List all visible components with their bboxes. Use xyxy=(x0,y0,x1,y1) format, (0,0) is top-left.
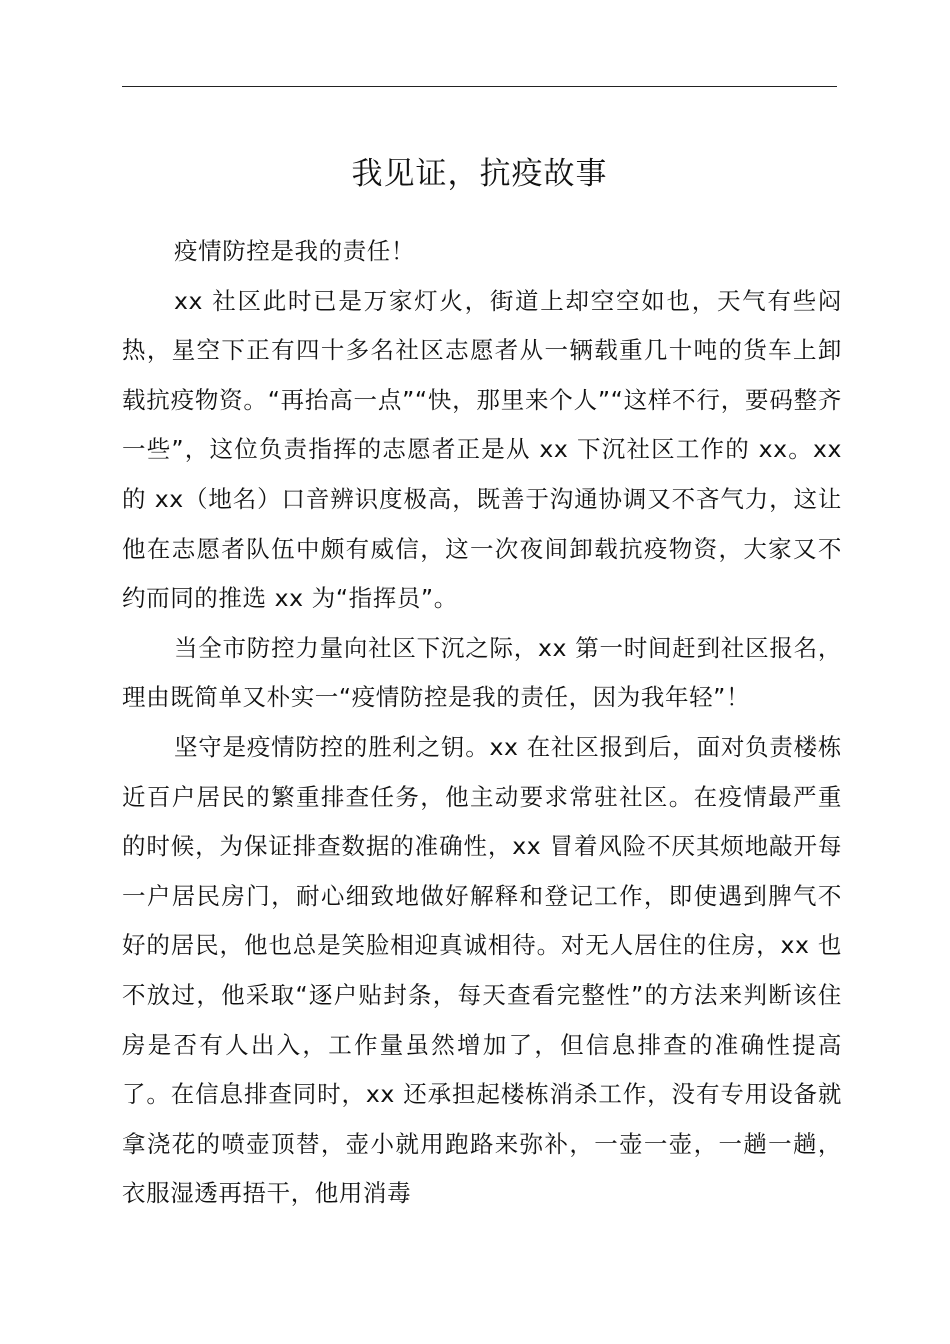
document-body xyxy=(122,227,842,1219)
paragraph-2: xx 社区此时已是万家灯火，街道上却空空如也，天气有些闷热，星空下正有四十多名社区志愿者从一辆载重几十吨的货车上卸载抗疫物资。“再抬高一点”“快，那里来个人”“这样不行，要码整齐一些”，这位负责指挥的志愿者正是从 xx 下沉社区工作的 xx。xx 的 xx（地名）口音辨识度极高，既善于沟通协调又不吝气力，这让他在志愿者队伍中颇有威信，这一次夜间卸载抗疫物资，大家又不约而同的推选 xx 为“指挥员”。 xyxy=(122,286,842,613)
paragraph-4: 坚守是疫情防控的胜利之钥。xx 在社区报到后，面对负责楼栋近百户居民的繁重排查任务，他主动要求常驻社区。在疫情最严重的时候，为保证排查数据的准确性，xx 冒着风险不厌其烦地敲开每一户居民房门，耐心细致地做好解释和登记工作，即使遇到脾气不好的居民，他也总是笑脸相迎真诚相待。对无人居住的住房，xx 也不放过，他采取“逐户贴封条，每天查看完整性”的方法来判断该住房是否有人出入，工作量虽然增加了，但信息排查的准确性提高了。在信息排查同时，xx 还承担起楼栋消杀工作，没有专用设备就拿浇花的喷壶顶替，壶小就用跑路来弥补，一壶一壶，一趟一趟，衣服湿透再捂干，他用消毒 xyxy=(122,732,842,1208)
document-title: 我见证，抗疫故事 xyxy=(351,156,608,192)
paragraph-1: 疫情防控是我的责任！ xyxy=(174,237,415,265)
header-rule xyxy=(122,86,837,87)
paragraph-3: 当全市防控力量向社区下沉之际，xx 第一时间赶到社区报名，理由既简单又朴实一“疫情防控是我的责任，因为我年轻”！ xyxy=(122,633,842,712)
